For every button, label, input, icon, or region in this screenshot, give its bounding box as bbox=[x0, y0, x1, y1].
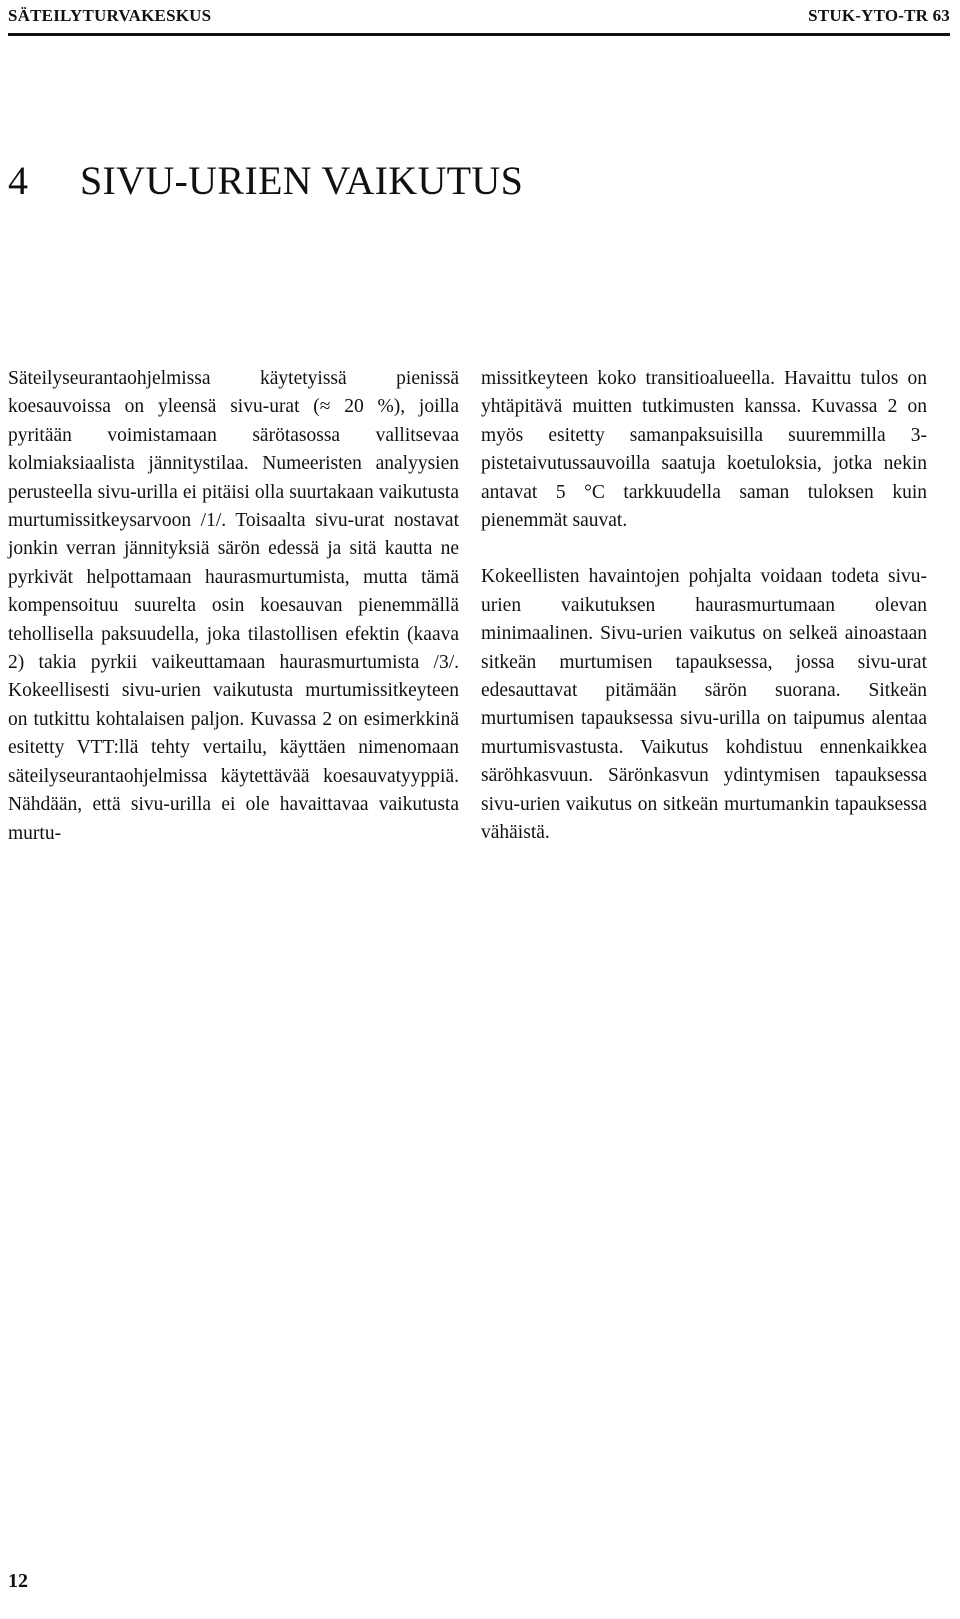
header-report-id: STUK-YTO-TR 63 bbox=[808, 6, 950, 25]
chapter-number: 4 bbox=[8, 157, 29, 203]
running-header bbox=[8, 6, 950, 32]
header-organization: SÄTEILYTURVAKESKUS bbox=[8, 6, 212, 25]
chapter-title: SIVU-URIEN VAIKUTUS bbox=[80, 157, 524, 203]
chapter-heading bbox=[8, 157, 523, 204]
header-rule bbox=[8, 33, 950, 36]
text-column-right bbox=[481, 365, 927, 848]
paragraph: missitkeyteen koko transitioalueella. Havaittu tulos on yhtäpitävä muitten tutkimusten kanssa. Kuvassa 2 on myös esitetty samanpaksuisilla suuremmilla 3-pistetaivutussauvoilla saatuja koetuloksia, jotka nekin antavat 5 °C tarkkuudella saman tuloksen kuin pienemmät sauvat. bbox=[481, 368, 927, 532]
page-number: 12 bbox=[8, 1570, 28, 1592]
text-column-left bbox=[8, 365, 459, 848]
paragraph: Säteilyseurantaohjelmissa käytetyissä pienissä koesauvoissa on yleensä sivu-urat (≈ 20 %), joilla pyritään voimistamaan särötasossa vallitsevaa kolmiaksiaalista jännitystilaa. Numeeristen analyysien perusteella sivu-urilla ei pitäisi olla suurtakaan vaikutusta murtumissitkeysarvoon /1/. Toisaalta sivu-urat nostavat jonkin verran jännityksiä särön edessä ja sitä kautta ne pyrkivät helpottamaan haurasmurtumista, mutta tämä kompensoituu suurelta osin koesauvan pienemmällä tehollisella paksuudella, joka tilastollisen efektin (kaava 2) takia pyrkii vaikeuttamaan haurasmurtumista /3/. Kokeellisesti sivu-urien vaikutusta murtumissitkeyteen on tutkittu kohtalaisen paljon. Kuvassa 2 on esimerkkinä esitetty VTT:llä tehty vertailu, käyttäen nimenomaan säteilyseurantaohjelmissa käytettävää koesauvatyyppiä. Nähdään, että sivu-urilla ei ole havaittavaa vaikutusta murtu- bbox=[8, 368, 459, 844]
paragraph: Kokeellisten havaintojen pohjalta voidaan todeta sivu-urien vaikutuksen haurasmurtumaan olevan minimaalinen. Sivu-urien vaikutus on selkeä ainoastaan sitkeän murtumisen tapauksessa, jossa sivu-urat edesauttavat pitämään särön suorana. Sitkeän murtumisen tapauksessa sivu-urilla on taipumus alentaa murtumisvastusta. Vaikutus kohdistuu ennenkaikkea säröhkasvuun. Särönkasvun ydintymisen tapauksessa sivu-urien vaikutus on sitkeän murtumankin tapauksessa vähäistä. bbox=[481, 566, 927, 844]
